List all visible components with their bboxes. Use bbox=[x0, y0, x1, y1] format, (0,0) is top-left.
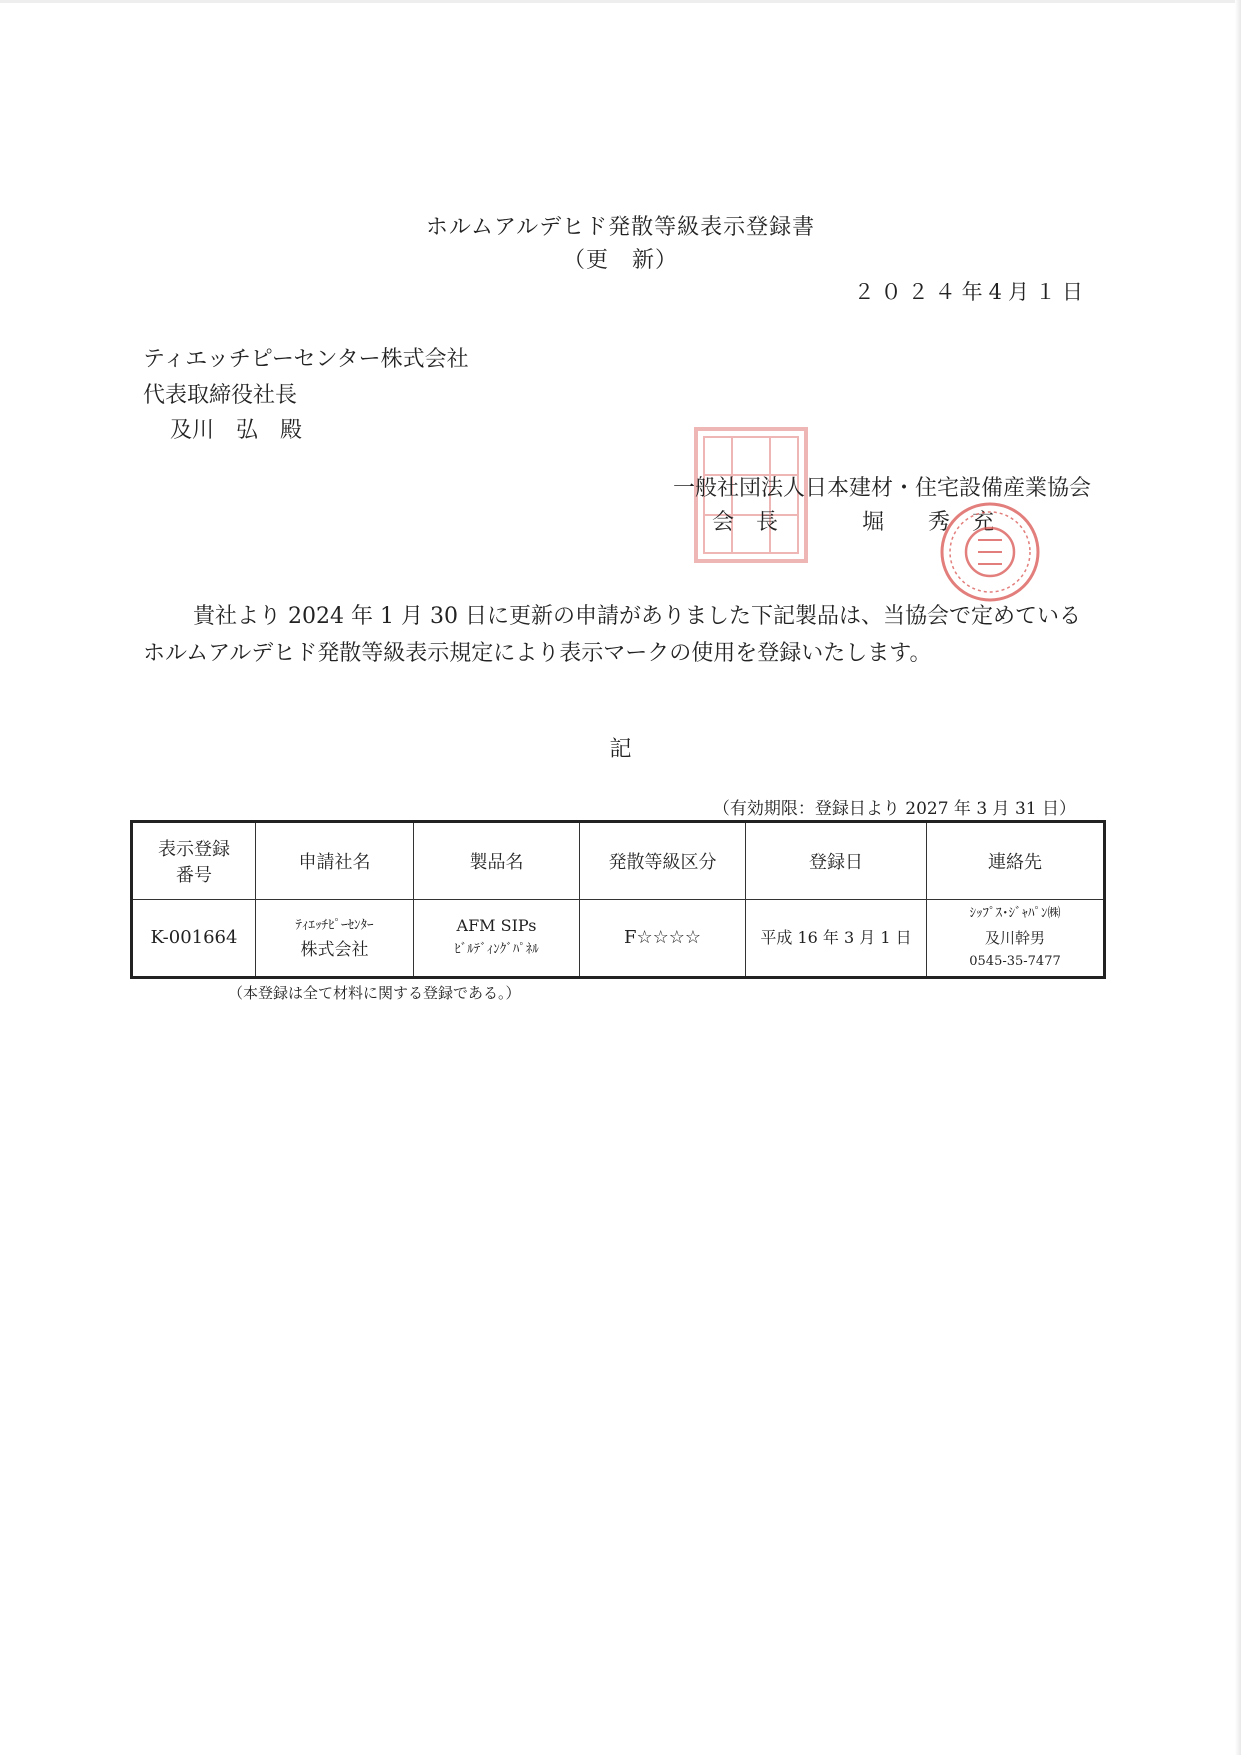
cell-product-line1: AFM SIPs bbox=[456, 916, 537, 935]
validity-period: （有効期限：登録日より 2027 年 3 月 31 日） bbox=[712, 799, 1076, 819]
cell-applicant-line2: 株式会社 bbox=[300, 940, 369, 960]
issuer-organization: 一般社団法人日本建材・住宅設備産業協会 bbox=[672, 476, 1091, 501]
header-reg-date: 登録日 bbox=[746, 822, 927, 900]
body-paragraph: 貴社より 2024 年 1 月 30 日に更新の申請がありました下記製品は、当協会で定めているホルムアルデヒド発散等級表示規定により表示マークの使用を登録いたします。 bbox=[143, 604, 1081, 666]
document-subtitle: （更 新） bbox=[562, 248, 678, 273]
cell-product bbox=[414, 900, 580, 978]
addressee-position: 代表取締役社長 bbox=[143, 383, 298, 408]
cell-contact bbox=[927, 900, 1105, 978]
footnote: （本登録は全て材料に関する登録である。） bbox=[228, 984, 521, 1002]
cell-applicant-line1: ﾃｨｴｯﾁﾋﾟｰｾﾝﾀｰ bbox=[295, 918, 374, 933]
document-title: ホルムアルデヒド発散等級表示登録書 bbox=[425, 215, 816, 240]
header-grade: 発散等級区分 bbox=[580, 822, 746, 900]
cell-contact-person: 及川幹男 bbox=[984, 929, 1045, 947]
issue-date: ２０２４年4月１日 bbox=[853, 280, 1089, 304]
header-reg-no-line2: 番号 bbox=[176, 865, 212, 886]
issuer-name: 堀 秀 充 bbox=[862, 510, 995, 535]
cell-contact-company: ｼｯﾌﾟｽ･ｼﾞｬﾊﾟﾝ㈱ bbox=[969, 906, 1061, 921]
cell-contact-phone: 0545-35-7477 bbox=[969, 954, 1061, 969]
addressee-name: 及川 弘 殿 bbox=[170, 418, 303, 443]
addressee-company: ティエッチピーセンター株式会社 bbox=[143, 347, 469, 372]
header-contact: 連絡先 bbox=[927, 822, 1105, 900]
cell-product-line2: ﾋﾞﾙﾃﾞｨﾝｸﾞﾊﾟﾈﾙ bbox=[454, 942, 539, 957]
table-row bbox=[132, 900, 1105, 978]
cell-reg-date: 平成 16 年 3 月 1 日 bbox=[746, 900, 927, 978]
ki-heading: 記 bbox=[609, 737, 632, 762]
header-reg-no-line1: 表示登録 bbox=[158, 839, 230, 860]
table-header-row bbox=[132, 822, 1105, 900]
registration-table bbox=[130, 820, 1106, 979]
header-applicant: 申請社名 bbox=[256, 822, 414, 900]
header-reg-no bbox=[132, 822, 256, 900]
issuer-title: 会 長 bbox=[712, 510, 779, 535]
cell-reg-no: K-001664 bbox=[132, 900, 256, 978]
cell-grade: F☆☆☆☆ bbox=[580, 900, 746, 978]
round-seal-icon bbox=[938, 500, 1042, 604]
header-product: 製品名 bbox=[414, 822, 580, 900]
cell-applicant bbox=[256, 900, 414, 978]
scan-top-edge bbox=[0, 0, 1241, 3]
